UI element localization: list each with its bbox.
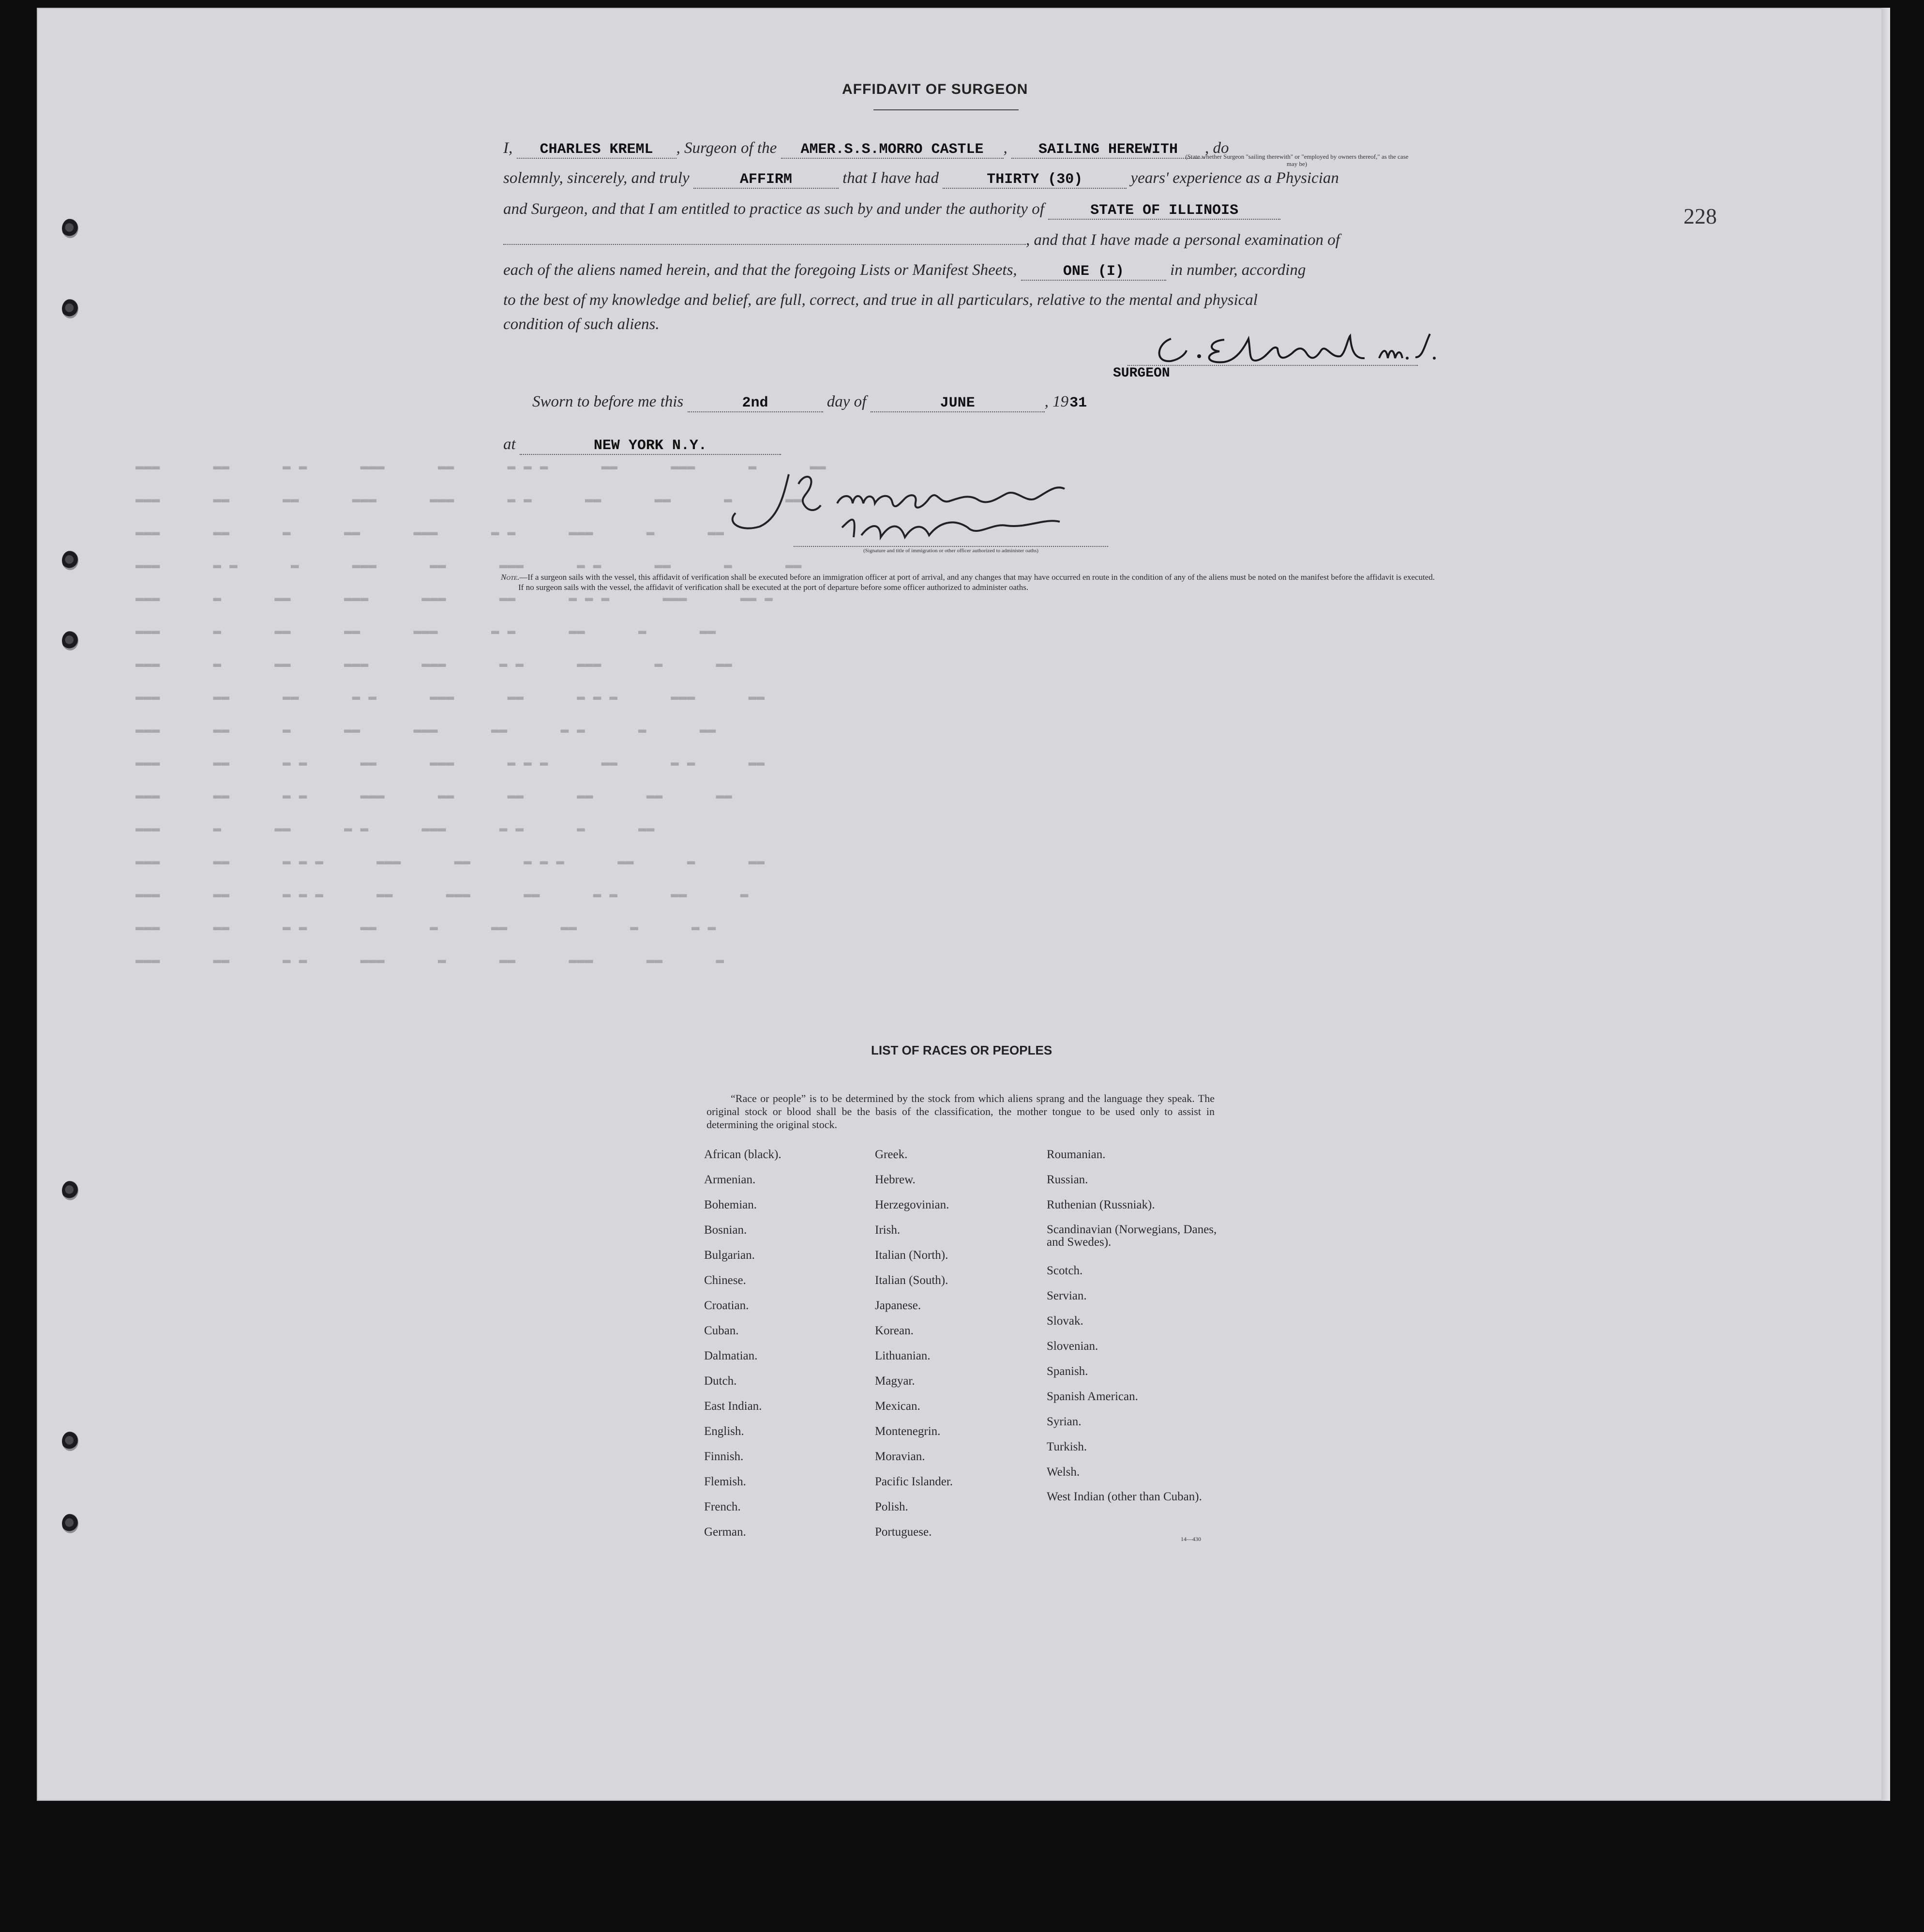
race-item: Servian. bbox=[1047, 1289, 1087, 1302]
race-item: Moravian. bbox=[875, 1450, 925, 1463]
race-item: Magyar. bbox=[875, 1374, 915, 1388]
race-item: Greek. bbox=[875, 1148, 908, 1161]
sailing-status-note: (State whether Surgeon "sailing therewith" or "employed by owners thereof," as the case may be) bbox=[1185, 153, 1409, 167]
vessel-name-field: AMER.S.S.MORRO CASTLE bbox=[781, 141, 1004, 159]
race-item: Spanish American. bbox=[1047, 1390, 1138, 1403]
affidavit-text: , do bbox=[1205, 139, 1229, 157]
race-item: Turkish. bbox=[1047, 1440, 1087, 1453]
race-item: Italian (North). bbox=[875, 1249, 948, 1262]
races-intro: “Race or people” is to be determined by the stock from which aliens sprang and the language they speak. The original stock or blood shall be the basis of the classification, the mother tongue to be used only to assist in determining the original stock. bbox=[706, 1092, 1215, 1131]
races-title: LIST OF RACES OR PEOPLES bbox=[871, 1043, 1052, 1057]
affidavit-text: in number, according bbox=[1170, 261, 1306, 279]
affidavit-text: Sworn to before me this bbox=[532, 393, 684, 410]
races-column-3 bbox=[1047, 1148, 1221, 1531]
place-field: NEW YORK N.Y. bbox=[520, 438, 781, 455]
race-item: Cuban. bbox=[704, 1324, 739, 1337]
affidavit-text: day of bbox=[827, 393, 867, 410]
affirmation-field: AFFIRM bbox=[693, 171, 839, 189]
race-item: Lithuanian. bbox=[875, 1349, 931, 1362]
affidavit-line-4 bbox=[503, 231, 1423, 249]
race-item: English. bbox=[704, 1425, 744, 1438]
races-column-1 bbox=[704, 1148, 782, 1551]
race-item: Korean. bbox=[875, 1324, 914, 1337]
race-item: Dutch. bbox=[704, 1374, 737, 1388]
binder-hole-icon bbox=[62, 551, 78, 570]
sworn-month-field: JUNE bbox=[871, 395, 1045, 412]
race-item: Russian. bbox=[1047, 1173, 1088, 1186]
affidavit-text: solemnly, sincerely, and truly bbox=[503, 169, 690, 187]
page-edge bbox=[1881, 8, 1890, 1801]
binder-hole-icon bbox=[62, 1432, 78, 1451]
race-item: Polish. bbox=[875, 1500, 908, 1513]
years-experience-field: THIRTY (30) bbox=[943, 171, 1127, 189]
binder-hole-icon bbox=[62, 631, 78, 650]
race-item: Flemish. bbox=[704, 1475, 746, 1488]
race-item: French. bbox=[704, 1500, 741, 1513]
affidavit-line-6: to the best of my knowledge and belief, are full, correct, and true in all particulars, relative to the mental and physical bbox=[503, 291, 1258, 309]
race-item: Slovak. bbox=[1047, 1314, 1083, 1328]
bleed-through-manifest: ▬▬▬ ▬▬ ▬ ▬ ▬▬▬ ▬▬ ▬ ▬ ▬ ▬▬ ▬▬▬ ▬ ▬▬ ▬▬▬ ▬▬ ▬▬ ▬▬▬ ▬▬▬ ▬ ▬ ▬▬ ▬▬ ▬ ▬▬ ▬▬▬ ▬▬ ▬ ▬▬ ▬▬▬ ▬ ▬ ▬▬▬ ▬ ▬▬ ▬▬▬ ▬ ▬ ▬ ▬▬▬ ▬▬ ▬▬▬ ▬ ▬ ▬▬ ▬ ▬▬ ▬▬▬ ▬ ▬▬ ▬▬▬ ▬▬▬ ▬▬ ▬ ▬ ▬ ▬▬▬ ▬▬ ▬ ▬▬▬ ▬ ▬▬ ▬▬ ▬▬▬ ▬ ▬ ▬▬ ▬ ▬▬ ▬▬▬ ▬ ▬▬ ▬▬▬ ▬▬▬ ▬ ▬ ▬▬▬ ▬ ▬▬ ▬▬▬ ▬▬ ▬▬ ▬ ▬ ▬▬▬ ▬▬ ▬ ▬ ▬ ▬▬▬ ▬▬ ▬▬▬ ▬▬ ▬ ▬▬ ▬▬▬ ▬▬ ▬ ▬ ▬ ▬▬ ▬▬▬ ▬▬ ▬ ▬ ▬▬ ▬▬▬ ▬ ▬ ▬ ▬▬ ▬ ▬ ▬▬ ▬▬▬ ▬▬ ▬ ▬ ▬▬▬ ▬▬ ▬▬ ▬▬ ▬▬ ▬▬ ▬▬▬ ▬ ▬▬ ▬ ▬ ▬▬▬ ▬ ▬ ▬ ▬▬ ▬▬▬ ▬▬ ▬ ▬ ▬ ▬▬▬ ▬▬ ▬ ▬ ▬ ▬▬ ▬ ▬▬ ▬▬▬ ▬▬ ▬ ▬ ▬ ▬▬ ▬▬▬ ▬▬ ▬ ▬ ▬▬ ▬ ▬▬▬ ▬▬ ▬ ▬ ▬▬ ▬ ▬▬ ▬▬ ▬ ▬ ▬ ▬▬▬ ▬▬ ▬ ▬ ▬▬▬ ▬ ▬▬ ▬▬▬ ▬▬ ▬ bbox=[135, 459, 826, 968]
form-number: 14—430 bbox=[1181, 1536, 1201, 1542]
race-item: Hebrew. bbox=[875, 1173, 916, 1186]
affidavit-text: at bbox=[503, 436, 516, 453]
race-item: Finnish. bbox=[704, 1450, 744, 1463]
race-item: Scotch. bbox=[1047, 1264, 1083, 1277]
note-text-2: If no surgeon sails with the vessel, the affidavit of verification shall be executed at the port of departure before some officer authorized to administer oaths. bbox=[518, 583, 1029, 592]
title-divider bbox=[873, 109, 1019, 110]
affidavit-text: years' experience as a Physician bbox=[1130, 169, 1339, 187]
affidavit-text: , bbox=[1003, 139, 1007, 157]
authority-continued-field bbox=[503, 244, 1026, 245]
authority-field: STATE OF ILLINOIS bbox=[1048, 202, 1280, 220]
affidavit-line-5 bbox=[503, 261, 1423, 281]
affidavit-line-2 bbox=[503, 169, 1423, 189]
races-column-2 bbox=[875, 1148, 953, 1551]
sworn-day-field: 2nd bbox=[688, 395, 823, 412]
race-item: Spanish. bbox=[1047, 1365, 1088, 1378]
race-item: Armenian. bbox=[704, 1173, 756, 1186]
inspector-signature bbox=[697, 465, 1132, 552]
affidavit-text: that I have had bbox=[842, 169, 939, 187]
affidavit-text: I, bbox=[503, 139, 513, 157]
page-title: AFFIDAVIT OF SURGEON bbox=[842, 81, 1028, 97]
sworn-line bbox=[532, 393, 1452, 412]
race-item: Japanese. bbox=[875, 1299, 921, 1312]
race-item: Pacific Islander. bbox=[875, 1475, 953, 1488]
race-item: Welsh. bbox=[1047, 1465, 1080, 1479]
affidavit-text: , Surgeon of the bbox=[676, 139, 777, 157]
note-text-1: —If a surgeon sails with the vessel, this affidavit of verification shall be executed before an immigration officer at port of arrival, and any changes that may have occurred en route in the condition of any of the aliens must be noted on the manifest before the affidavit is executed. bbox=[519, 573, 1435, 582]
race-item: Montenegrin. bbox=[875, 1425, 941, 1438]
race-item: Roumanian. bbox=[1047, 1148, 1106, 1161]
race-item: West Indian (other than Cuban). bbox=[1047, 1490, 1202, 1503]
race-item: Herzegovinian. bbox=[875, 1198, 949, 1211]
affidavit-text: and Surgeon, and that I am entitled to practice as such by and under the authority of bbox=[503, 200, 1044, 218]
race-item: Portuguese. bbox=[875, 1525, 932, 1539]
sailing-status-field: SAILING HEREWITH bbox=[1011, 141, 1205, 159]
binder-hole-icon bbox=[62, 1181, 78, 1200]
surgeon-label: SURGEON bbox=[1113, 366, 1170, 381]
race-item: African (black). bbox=[704, 1148, 782, 1161]
binder-hole-icon bbox=[62, 219, 78, 238]
affidavit-text: each of the aliens named herein, and that the foregoing Lists or Manifest Sheets, bbox=[503, 261, 1017, 279]
affidavit-text: , 19 bbox=[1044, 393, 1069, 410]
race-item: East Indian. bbox=[704, 1400, 762, 1413]
race-item: Slovenian. bbox=[1047, 1340, 1098, 1353]
affidavit-text: , and that I have made a personal examination of bbox=[1026, 231, 1340, 249]
race-item: Mexican. bbox=[875, 1400, 920, 1413]
race-item: Bosnian. bbox=[704, 1223, 747, 1237]
page-number: 228 bbox=[1684, 204, 1717, 228]
race-item: Italian (South). bbox=[875, 1274, 948, 1287]
note-lead: Note. bbox=[501, 573, 520, 582]
race-item: Ruthenian (Russniak). bbox=[1047, 1198, 1155, 1211]
race-item: Scandinavian (Norwegians, Danes, and Swedes). bbox=[1047, 1223, 1217, 1249]
inspector-caption: (Signature and title of immigration or other officer authorized to administer oaths) bbox=[794, 546, 1108, 554]
surgeon-name-field: CHARLES KREML bbox=[517, 141, 676, 159]
binder-hole-icon bbox=[62, 1514, 78, 1533]
race-item: Irish. bbox=[875, 1223, 901, 1237]
surgeon-signature bbox=[1152, 329, 1437, 368]
signature-line bbox=[1127, 364, 1418, 366]
race-item: Bulgarian. bbox=[704, 1249, 755, 1262]
race-item: Syrian. bbox=[1047, 1415, 1082, 1428]
race-item: Dalmatian. bbox=[704, 1349, 758, 1362]
sheet-count-field: ONE (I) bbox=[1021, 263, 1166, 281]
binder-hole-icon bbox=[62, 299, 78, 318]
affidavit-note bbox=[501, 572, 1696, 592]
race-item: Croatian. bbox=[704, 1299, 749, 1312]
affidavit-line-7: condition of such aliens. bbox=[503, 316, 660, 333]
race-item: German. bbox=[704, 1525, 746, 1539]
sworn-year-field: 31 bbox=[1069, 395, 1087, 411]
race-item: Bohemian. bbox=[704, 1198, 757, 1211]
affidavit-line-3 bbox=[503, 200, 1423, 220]
race-item: Chinese. bbox=[704, 1274, 746, 1287]
